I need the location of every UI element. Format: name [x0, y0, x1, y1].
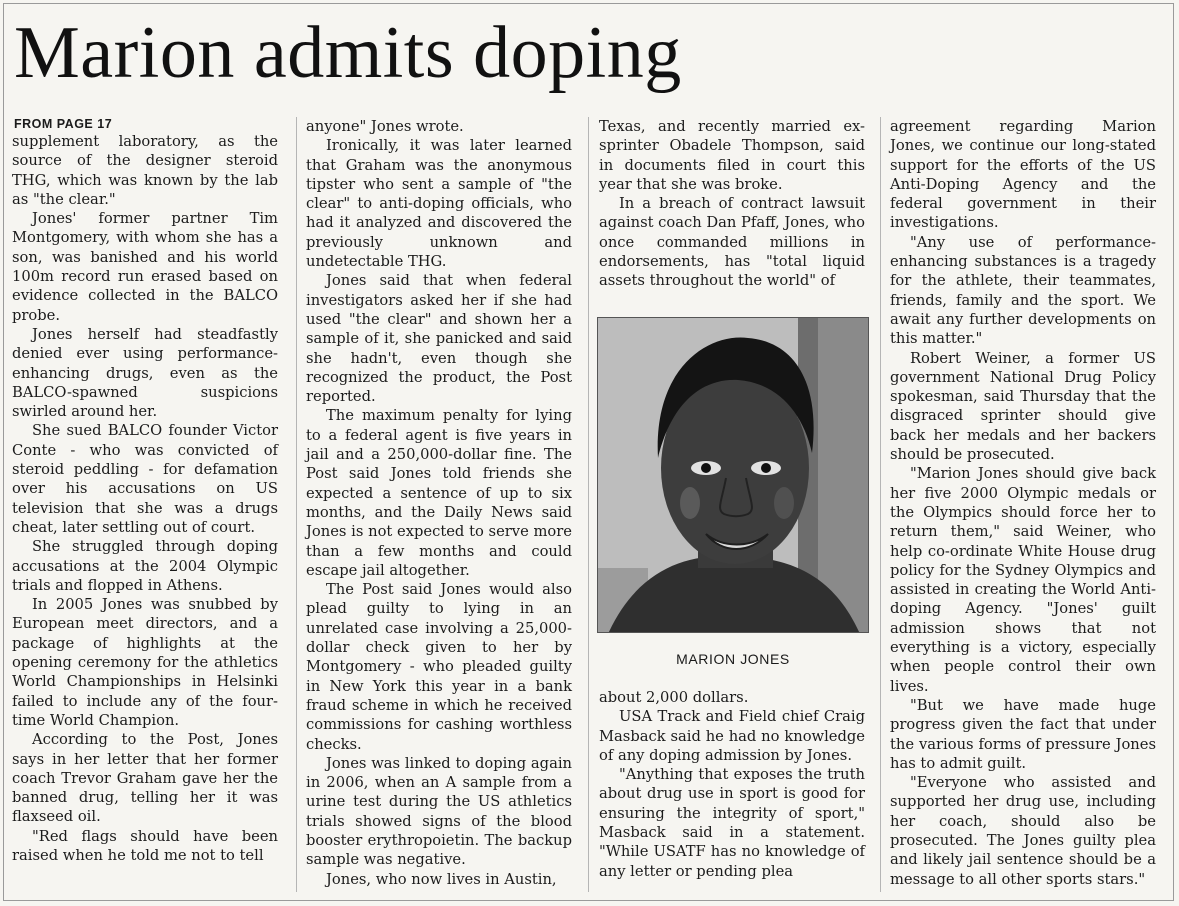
paragraph: "Red flags should have been raised when he told me not to tell: [12, 827, 278, 864]
paragraph: The Post said Jones would also plead guilty to lying in an unrelated case involving a 25,000-dollar check given to her by Montgomery - who pleaded guilty in New York this year in a bank fraud scheme in which he received commissions for cashing worthless checks.: [306, 581, 572, 753]
portrait-image: [598, 318, 869, 633]
paragraph: "Anything that exposes the truth about drug use in sport is good for ensuring the integrity of sport," Masback said in a statement. "While USATF has no knowledge of any letter or pending plea: [599, 766, 865, 880]
article-column-2: [306, 117, 572, 889]
paragraph: agreement regarding Marion Jones, we continue our long-stated support for the efforts of the US Anti-Doping Agency and the federal government in their investigations.: [890, 118, 1156, 232]
paragraph: She sued BALCO founder Victor Conte - who was convicted of steroid peddling - for defamation over his accusations on US television that she was a drugs cheat, later settling out of court.: [12, 422, 278, 536]
paragraph: She struggled through doping accusations at the 2004 Olympic trials and flopped in Athens.: [12, 538, 278, 594]
paragraph: Jones said that when federal investigators asked her if she had used "the clear" and shown her a sample of it, she panicked and said she hadn't, even though she recognized the product, the Post reported.: [306, 272, 572, 406]
paragraph: Robert Weiner, a former US government National Drug Policy spokesman, said Thursday that the disgraced sprinter should give back her medals and her backers should be prosecuted.: [890, 349, 1156, 464]
column-rule: [880, 117, 881, 892]
paragraph: "Marion Jones should give back her five 2000 Olympic medals or the Olympics should force her to return them," said Weiner, who help co-ordinate White House drug policy for the Sydney Olympics and assisted in creating the World Anti-doping Agency. "Jones' guilt admission shows that not everything is a victory, especially when people control their own lives.: [890, 465, 1156, 695]
article-column-4: [890, 117, 1156, 889]
headline: Marion admits doping: [14, 12, 682, 94]
paragraph: Ironically, it was later learned that Graham was the anonymous tipster who sent a sample of "the clear" to anti-doping officials, who had it analyzed and discovered the previously unknown and undetectable THG.: [306, 137, 572, 271]
article-column-3-top: [599, 117, 865, 291]
paragraph: "Everyone who assisted and supported her drug use, including her coach, should also be prosecuted. The Jones guilty plea and likely jail sentence should be a message to all other sports stars.": [890, 774, 1156, 888]
continuation-label: FROM PAGE 17: [14, 117, 113, 131]
paragraph: The maximum penalty for lying to a federal agent is five years in jail and a 250,000-dollar fine. The Post said Jones told friends she expected a sentence of up to six months, and the Daily News said Jones is not expected to serve more than a few months and could escape jail altogether.: [306, 407, 572, 579]
photo-marion-jones: [597, 317, 869, 633]
paragraph: Jones' former partner Tim Montgomery, with whom she has a son, was banished and his world 100m record run erased based on evidence collected in the BALCO probe.: [12, 210, 278, 324]
paragraph: USA Track and Field chief Craig Masback said he had no knowledge of any doping admission by Jones.: [599, 708, 865, 764]
article-column-3-bottom: [599, 688, 865, 881]
paragraph: Jones was linked to doping again in 2006, when an A sample from a urine test during the US athletics trials showed signs of the blood booster erythropoietin. The backup sample was negative.: [306, 754, 572, 869]
column-rule: [296, 117, 297, 892]
paragraph: supplement laboratory, as the source of the designer steroid THG, which was known by the lab as "the clear.": [12, 133, 278, 208]
paragraph: In 2005 Jones was snubbed by European meet directors, and a package of highlights at the opening ceremony for the athletics World Championships in Helsinki failed to include any of the four-time World Champion.: [12, 596, 278, 729]
paragraph: According to the Post, Jones says in her letter that her former coach Trevor Graham gave her the banned drug, telling her it was flaxseed oil.: [12, 731, 278, 826]
photo-caption: MARION JONES: [676, 651, 790, 667]
paragraph: In a breach of contract lawsuit against coach Dan Pfaff, Jones, who once commanded millions in endorsements, has "total liquid assets throughout the world" of: [599, 195, 865, 290]
article-column-1: [12, 132, 278, 865]
paragraph: Texas, and recently married ex-sprinter Obadele Thompson, said in documents filed in court this year that she was broke.: [599, 118, 865, 193]
paragraph: Jones herself had steadfastly denied ever using performance-enhancing drugs, even as the BALCO-spawned suspicions swirled around her.: [12, 325, 278, 421]
paragraph: Jones, who now lives in Austin,: [326, 870, 557, 888]
paragraph: anyone" Jones wrote.: [306, 118, 464, 135]
paragraph: "Any use of performance-enhancing substances is a tragedy for the athlete, their teammates, friends, family and the sport. We await any further developments on this matter.": [890, 233, 1156, 348]
column-rule: [588, 117, 589, 892]
paragraph: "But we have made huge progress given the fact that under the various forms of pressure Jones has to admit guilt.: [890, 696, 1156, 772]
paragraph: about 2,000 dollars.: [599, 689, 749, 706]
